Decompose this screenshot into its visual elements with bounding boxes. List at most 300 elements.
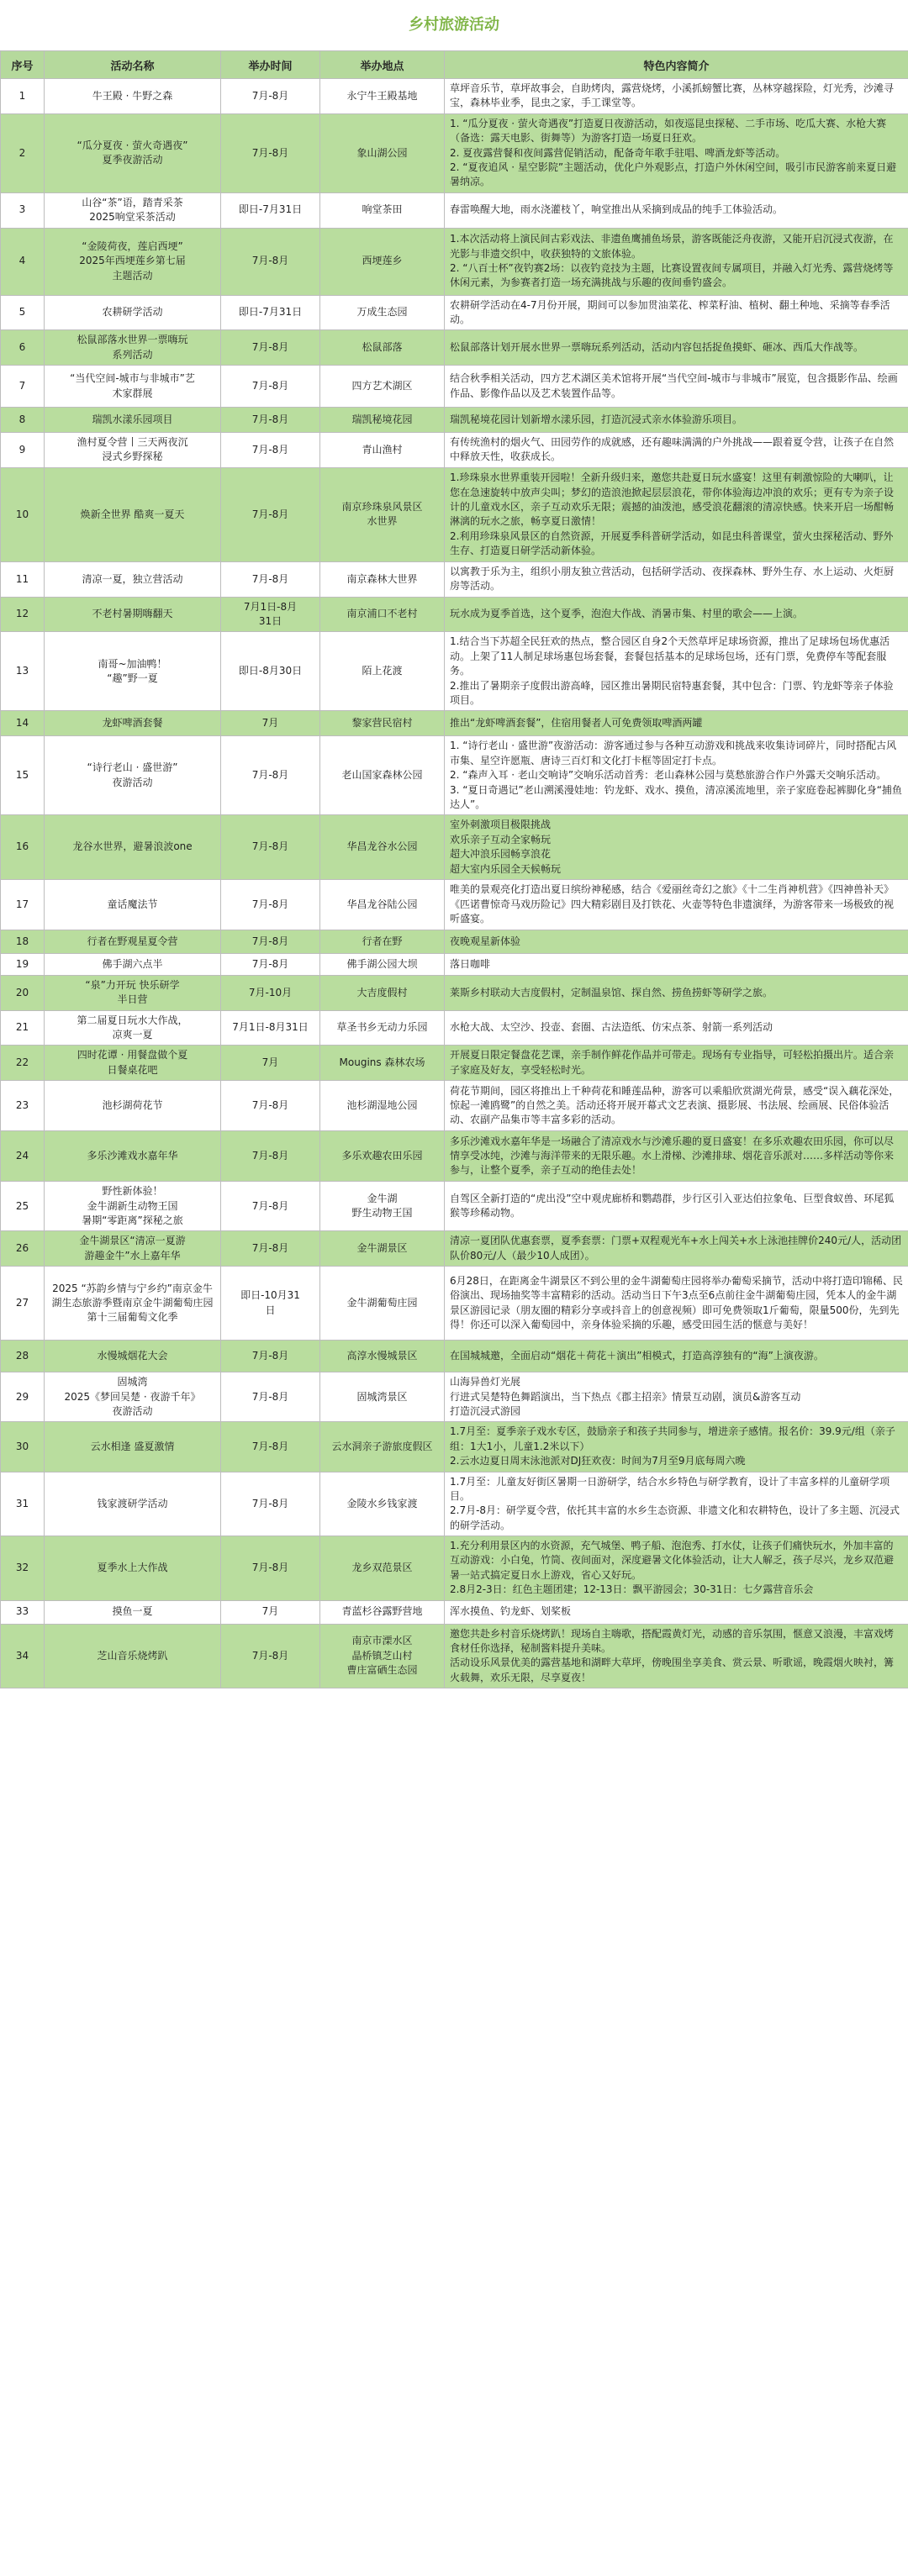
cell-description-line: 清凉一夏团队优惠套票，夏季套票：门票+双程观光车+水上闯关+水上泳池挂牌价240元/人，活动团队价80元/人（最少10人成团）。 <box>450 1235 902 1262</box>
cell-time-line: 7月-8月 <box>251 379 289 392</box>
cell-activity-name-line: 金牛湖景区“清凉一夏游 <box>79 1235 186 1247</box>
cell-place-line: 金牛湖 <box>367 1192 398 1204</box>
table-row <box>1 1536 908 1601</box>
cell-description-line: 室外刺激项目极限挑战 <box>450 819 552 831</box>
table-row <box>1 1341 908 1372</box>
cell-place <box>320 561 445 597</box>
cell-description-line: 自驾区全新打造的“虎出没”空中观虎廊桥和鹦鹉群，步行区引入亚达伯拉象龟、巨型食蚁兽、环尾狐猴等珍稀动物。 <box>450 1192 895 1220</box>
cell-time <box>221 1372 320 1422</box>
cell-description <box>445 632 908 711</box>
cell-time-line: 7月-8月 <box>251 255 289 267</box>
cell-description-line: 2. “森声入耳 · 老山交响诗”交响乐活动首秀：老山森林公园与莫愁旅游合作户外露天交响乐活动。 <box>450 769 887 782</box>
cell-time-line: 7月-8月 <box>251 1562 289 1574</box>
cell-description <box>445 192 908 228</box>
cell-description-line: 1. “瓜分夏夜 · 萤火奇遇夜”打造夏日夜游活动，如夜巡昆虫探秘、二手市场、吃瓜大赛、水枪大赛（备选：露天电影、街舞等）为游客打造一场夏日狂欢。 <box>450 117 887 145</box>
cell-description-line: 水枪大战、太空沙、投壶、套圈、古法造纸、仿宋点茶、射箭一系列活动 <box>450 1021 773 1034</box>
cell-description-line: 农耕研学活动在4-7月份开展，期间可以参加贯油菜花、榨菜籽油、植树、翻土种地、采摘等春季活动。 <box>450 298 890 325</box>
cell-activity-name-line: 金牛湖新生动物王国 <box>87 1199 178 1212</box>
cell-description <box>445 1182 908 1231</box>
cell-description <box>445 433 908 468</box>
cell-place <box>320 1081 445 1131</box>
cell-activity-name <box>45 192 221 228</box>
cell-description-line: 推出“龙虾啤酒套餐”，住宿用餐者人可免费领取啤酒两罐 <box>450 717 703 730</box>
table-row <box>1 1182 908 1231</box>
cell-place-line: 水世界 <box>367 515 398 528</box>
cell-time <box>221 1081 320 1131</box>
cell-no: 15 <box>1 736 45 815</box>
cell-time <box>221 79 320 114</box>
cell-activity-name-line: 浸式乡野探秘 <box>102 450 163 463</box>
cell-no: 30 <box>1 1422 45 1472</box>
cell-activity-name-line: 术家群展 <box>112 387 153 399</box>
cell-description-line: 落日咖啡 <box>450 957 491 970</box>
cell-activity-name <box>45 1010 221 1046</box>
cell-place <box>320 1624 445 1688</box>
cell-time <box>221 295 320 330</box>
table-row <box>1 1624 908 1688</box>
cell-time <box>221 597 320 632</box>
cell-no: 25 <box>1 1182 45 1231</box>
cell-no: 27 <box>1 1267 45 1341</box>
cell-no: 2 <box>1 113 45 192</box>
cell-activity-name-line: 2025 “苏韵乡情与宁乡约”南京金牛湖生态旅游季暨南京金牛湖葡萄庄园第十三届葡萄文化季 <box>51 1282 214 1324</box>
cell-description-line: 2. “八百士杯”夜钓赛2场：以夜钓竞技为主题，比赛设置夜间专属项目，并融入灯光秀、露营烧烤等休闲元素，为参赛者打造一场充满挑战与乐趣的夜间垂钓盛会。 <box>450 262 894 289</box>
cell-place <box>320 1182 445 1231</box>
cell-description-line: 邀您共赴乡村音乐烧烤趴！现场自主嗨歌，搭配霞黄灯光，动感的音乐氛围，惬意又浪漫，丰富戏烤食材任你选择，秘制酱料提升美味。 <box>450 1627 895 1655</box>
table-row <box>1 561 908 597</box>
cell-activity-name-line: 2025年西埂莲乡第七届 <box>79 255 186 267</box>
cell-place-line: 南京珍珠泉风景区 <box>341 500 423 513</box>
cell-description-line: 2. 夏夜露营餐和夜间露营促销活动，配备奇年歌手驻唱、啤酒龙虾等活动。 <box>450 146 786 159</box>
cell-description-line: 1.结合当下苏超全民狂欢的热点，整合园区自身2个天然草坪足球场资源，推出了足球场包场优惠活动。上架了11人制足球场惠包场套餐，套餐包括基本的足球场包场，还有门票，免费停车等配套服务。 <box>450 635 890 677</box>
cell-place <box>320 295 445 330</box>
cell-description-line: 草坪音乐节，草坪故事会，自助烤肉，露营烧烤，小溪抓螃蟹比赛，丛林穿越探险，灯光秀，沙滩寻宝，森林毕业季，昆虫之家，手工课堂等。 <box>450 82 895 109</box>
cell-time-line: 7月-8月 <box>251 1099 289 1112</box>
cell-time-line: 7月-8月 <box>251 957 289 970</box>
cell-place-line: 青蓝杉谷露野营地 <box>341 1605 423 1618</box>
cell-description <box>445 597 908 632</box>
cell-no: 22 <box>1 1046 45 1081</box>
cell-activity-name <box>45 1422 221 1472</box>
table-body <box>1 79 908 1688</box>
cell-activity-name-line: 清凉一夏，独立营活动 <box>82 572 183 585</box>
cell-activity-name-line: 农耕研学活动 <box>102 306 163 319</box>
cell-time <box>221 330 320 366</box>
table-row <box>1 1372 908 1422</box>
table-row <box>1 1422 908 1472</box>
cell-activity-name <box>45 1536 221 1601</box>
cell-description <box>445 879 908 930</box>
cell-activity-name <box>45 1624 221 1688</box>
cell-activity-name-line: “趣”野一夏 <box>107 672 158 684</box>
cell-time <box>221 1422 320 1472</box>
cell-place-line: 高淳水慢城景区 <box>346 1349 418 1362</box>
header-place: 举办地点 <box>320 51 445 79</box>
cell-activity-name <box>45 1600 221 1624</box>
cell-activity-name <box>45 632 221 711</box>
cell-activity-name-line: 半日营 <box>117 993 148 1006</box>
table-row <box>1 408 908 433</box>
cell-no: 21 <box>1 1010 45 1046</box>
cell-description-line: 2. “夏夜追风 · 星空影院”主题活动，优化户外观影点，打造户外休闲空间，吸引市民游客前来夏日避暑纳凉。 <box>450 161 897 188</box>
cell-place <box>320 815 445 880</box>
cell-place <box>320 1372 445 1422</box>
cell-activity-name <box>45 366 221 408</box>
cell-activity-name-line: 摸鱼一夏 <box>112 1605 153 1618</box>
table-row <box>1 79 908 114</box>
cell-place-line: 松鼠部落 <box>362 340 403 353</box>
cell-place <box>320 879 445 930</box>
cell-activity-name-line: “瓜分夏夜 · 萤火奇遇夜” <box>77 139 188 151</box>
cell-description-line: 瑞凯秘境花园计划新增水漾乐园，打造沉浸式亲水体验游乐项目。 <box>450 413 743 425</box>
cell-description <box>445 1341 908 1372</box>
cell-time <box>221 192 320 228</box>
cell-place-line: 野生动物王国 <box>351 1207 413 1220</box>
cell-activity-name <box>45 736 221 815</box>
cell-place-line: 华昌龙谷水公园 <box>346 840 418 853</box>
cell-description <box>445 711 908 736</box>
cell-activity-name <box>45 711 221 736</box>
cell-place-line: 云水洞亲子游旅度假区 <box>331 1440 433 1452</box>
cell-description-line: 2.7月-8月：研学夏令营，依托其丰富的水乡生态资源、非遗文化和农耕特色，设计了多主题、沉浸式的研学活动。 <box>450 1504 900 1531</box>
cell-description-line: 莱斯乡村联动大吉度假村，定制温泉馆、探自然、捞鱼捞虾等研学之旅。 <box>450 986 773 998</box>
cell-activity-name-line: 龙虾啤酒套餐 <box>102 717 163 730</box>
cell-place <box>320 408 445 433</box>
cell-activity-name <box>45 295 221 330</box>
cell-activity-name-line: 瑞凯水漾乐园项目 <box>92 413 173 425</box>
cell-time <box>221 561 320 597</box>
table-row <box>1 879 908 930</box>
cell-description <box>445 113 908 192</box>
cell-place <box>320 433 445 468</box>
cell-time <box>221 366 320 408</box>
cell-activity-name-line: 水慢城烟花大会 <box>97 1349 168 1362</box>
cell-place <box>320 1231 445 1267</box>
cell-description-line: 松鼠部落计划开展水世界一票嗨玩系列活动，活动内容包括捉鱼摸虾、砸冰、西瓜大作战等。 <box>450 340 864 353</box>
header-name: 活动名称 <box>45 51 221 79</box>
cell-activity-name-line: 夜游活动 <box>112 776 153 788</box>
cell-description-line: 夜晚观星新体验 <box>450 935 521 947</box>
cell-place-line: Mougins 森林农场 <box>339 1056 425 1069</box>
cell-place-line: 南京浦口不老村 <box>346 608 418 620</box>
cell-place <box>320 1010 445 1046</box>
cell-time <box>221 408 320 433</box>
header-desc: 特色内容简介 <box>445 51 908 79</box>
cell-place <box>320 366 445 408</box>
cell-activity-name-line: 佛手湖六点半 <box>102 957 163 970</box>
cell-place-line: 草圣书乡无动力乐园 <box>336 1021 428 1034</box>
cell-description <box>445 1600 908 1624</box>
cell-no: 19 <box>1 953 45 975</box>
cell-description-line: 山海异兽灯光展 <box>450 1376 521 1388</box>
table-row <box>1 930 908 953</box>
cell-description-line: 1. “诗行老山 · 盛世游”夜游活动：游客通过参与各种互动游戏和挑战来收集诗词碎片，同时搭配古风市集、星空许愿瓶、唐诗三百灯和文化打卡框等固定打卡点。 <box>450 740 897 766</box>
cell-time-line: 7月-10月 <box>248 986 293 998</box>
cell-description-line: 玩水成为夏季首选，这个夏季，泡泡大作战、消暑市集、村里的歌会——上演。 <box>450 608 804 620</box>
table-row <box>1 597 908 632</box>
cell-time-line: 31日 <box>258 615 282 628</box>
cell-description-line: 在国城城邀，全面启动“烟花＋荷花＋演出”相模式，打造高淳独有的“海”上演夜游。 <box>450 1349 824 1362</box>
cell-activity-name-line: “金陵荷夜，莲启西埂” <box>82 240 183 252</box>
cell-time-line: 7月-8月 <box>251 443 289 456</box>
cell-description <box>445 975 908 1010</box>
cell-place <box>320 953 445 975</box>
cell-description-line: 2.8月2-3日：红色主题团建；12-13日：飘平游园会；30-31日：七夕露营音乐会 <box>450 1583 814 1596</box>
cell-activity-name-line: 暑期“零距离”探秘之旅 <box>82 1214 183 1227</box>
cell-time-line: 7月-8月 <box>251 1497 289 1509</box>
cell-place-line: 老山国家森林公园 <box>341 769 423 782</box>
cell-place-line: 多乐欢趣农田乐园 <box>341 1150 423 1162</box>
cell-time-line: 7月 <box>261 1605 279 1618</box>
cell-activity-name <box>45 815 221 880</box>
cell-place-line: 佛手湖公园大坝 <box>346 957 418 970</box>
cell-place <box>320 467 445 561</box>
cell-description-line: 2.推出了暑期亲子度假出游高峰，园区推出暑期民宿特惠套餐，其中包含：门票、钓龙虾等亲子体验项目。 <box>450 679 894 706</box>
cell-time-line: 即日-7月31日 <box>238 203 303 216</box>
cell-activity-name <box>45 1341 221 1372</box>
cell-activity-name <box>45 1472 221 1536</box>
cell-activity-name <box>45 1231 221 1267</box>
header-no: 序号 <box>1 51 45 79</box>
cell-description <box>445 330 908 366</box>
table-row <box>1 711 908 736</box>
cell-description-line: 1.7月至：夏季亲子戏水专区，鼓励亲子和孩子共同参与，增进亲子感情。报名价：39.9元/组（亲子组：1大1小，儿童1.2米以下） <box>450 1425 895 1452</box>
cell-activity-name-line: 夏季夜游活动 <box>102 154 163 166</box>
cell-time <box>221 930 320 953</box>
cell-activity-name-line: 山谷“茶”语，踏青采茶 <box>82 196 183 208</box>
cell-place-line: 黎家营民宿村 <box>351 717 413 730</box>
cell-description <box>445 467 908 561</box>
cell-time <box>221 711 320 736</box>
cell-description <box>445 1231 908 1267</box>
cell-place <box>320 975 445 1010</box>
cell-no: 18 <box>1 930 45 953</box>
cell-description <box>445 79 908 114</box>
cell-no: 34 <box>1 1624 45 1688</box>
cell-description-line: 活动设乐风景优美的露营基地和湖畔大草坪，傍晚围坐享美食、赏云景、听歌谣，晚霞烟火映衬，篝火载舞，欢乐无限，尽享夏夜！ <box>450 1657 895 1683</box>
cell-place-line: 池杉湖湿地公园 <box>346 1099 418 1112</box>
cell-place-line: 四方艺术湖区 <box>351 379 413 392</box>
cell-time <box>221 1472 320 1536</box>
cell-time-line: 7月-8月 <box>251 413 289 425</box>
cell-activity-name-line: “诗行老山 · 盛世游” <box>87 761 178 774</box>
table-row <box>1 1472 908 1536</box>
cell-place <box>320 711 445 736</box>
cell-time-line: 7月-8月 <box>251 1649 289 1662</box>
cell-description-line: 3. “夏日奇遇记”老山溯溪漫娃地：钓龙虾、戏水、摸鱼，清凉溪流地里，亲子家庭卷起裤脚化身“捕鱼达人”。 <box>450 783 902 810</box>
cell-time-line: 7月1日-8月31日 <box>232 1021 309 1034</box>
cell-time-line: 7月1日-8月 <box>243 600 298 613</box>
cell-time <box>221 1010 320 1046</box>
cell-activity-name-line: 固城湾 <box>117 1376 148 1388</box>
cell-description-line: 欢乐亲子互动全家畅玩 <box>450 833 552 845</box>
cell-time-line: 即日-7月31日 <box>238 306 303 319</box>
table-row <box>1 1010 908 1046</box>
cell-no: 23 <box>1 1081 45 1131</box>
cell-time-line: 7月-8月 <box>251 898 289 910</box>
cell-place-line: 晶桥镇芝山村 <box>351 1649 413 1662</box>
table-row <box>1 1046 908 1081</box>
cell-no: 13 <box>1 632 45 711</box>
cell-time <box>221 815 320 880</box>
cell-place-line: 金牛湖葡萄庄园 <box>346 1296 418 1309</box>
cell-activity-name <box>45 79 221 114</box>
cell-time <box>221 1231 320 1267</box>
cell-time <box>221 1624 320 1688</box>
cell-activity-name-line: 凉爽一夏 <box>112 1029 153 1041</box>
cell-description <box>445 1624 908 1688</box>
table-row <box>1 295 908 330</box>
cell-place-line: 龙乡双范景区 <box>351 1562 413 1574</box>
cell-place <box>320 597 445 632</box>
table-row <box>1 975 908 1010</box>
cell-time <box>221 953 320 975</box>
cell-time <box>221 1536 320 1601</box>
cell-time-line: 7月-8月 <box>251 1150 289 1162</box>
cell-description-line: 2.利用珍珠泉风景区的自然资源，开展夏季科普研学活动，如昆虫科普课堂，萤火虫探秘活动、野外生存、打造夏日研学活动新体验。 <box>450 529 894 557</box>
cell-description <box>445 295 908 330</box>
cell-time <box>221 467 320 561</box>
cell-activity-name-line: 渔村夏令营丨三天两夜沉 <box>77 436 188 449</box>
table-row <box>1 1131 908 1182</box>
table-row <box>1 736 908 815</box>
cell-no: 17 <box>1 879 45 930</box>
activity-table <box>0 50 908 1688</box>
cell-activity-name <box>45 561 221 597</box>
cell-description <box>445 815 908 880</box>
cell-activity-name-line: 龙谷水世界，避暑浪波one <box>72 840 193 853</box>
cell-no: 28 <box>1 1341 45 1372</box>
cell-place-line: 象山湖公园 <box>356 146 408 159</box>
cell-activity-name-line: 牛王殿 · 牛野之森 <box>92 89 173 102</box>
cell-activity-name <box>45 930 221 953</box>
cell-place-line: 陌上花渡 <box>362 665 403 677</box>
table-row <box>1 366 908 408</box>
cell-description <box>445 1046 908 1081</box>
cell-activity-name-line: 不老村暑期嗨翻天 <box>92 608 173 620</box>
cell-activity-name-line: 夏季水上大作战 <box>97 1562 168 1574</box>
cell-activity-name-line: 游趣金牛”水上嘉年华 <box>84 1249 181 1262</box>
cell-description <box>445 1131 908 1182</box>
cell-no: 26 <box>1 1231 45 1267</box>
cell-time-line: 7月-8月 <box>251 572 289 585</box>
cell-activity-name <box>45 433 221 468</box>
table-row <box>1 1231 908 1267</box>
cell-time <box>221 1341 320 1372</box>
cell-description-line: 1.7月至：儿童友好街区暑期一日游研学，结合水乡特色与研学教育，设计了丰富多样的儿童研学项目。 <box>450 1475 890 1502</box>
cell-activity-name <box>45 975 221 1010</box>
cell-description-line: 超大冲浪乐园畅享浪花 <box>450 848 552 861</box>
cell-time <box>221 1046 320 1081</box>
header-time: 举办时间 <box>221 51 320 79</box>
cell-activity-name-line: 云水相逢 盛夏激情 <box>90 1440 175 1452</box>
cell-no: 20 <box>1 975 45 1010</box>
cell-description-line: 打造沉浸式游园 <box>450 1404 521 1417</box>
cell-description-line: 1.充分利用景区内的水资源，充气城堡、鸭子船、泡泡秀、打水仗，让孩子们痛快玩水，外加丰富的互动游戏：小白兔，竹筒、夜间面对，深度避暑文化体验活动，让大人解乏，孩子尽兴，龙乡双范避暑一站式搞定夏日水上游戏，省心又好玩。 <box>450 1540 895 1581</box>
cell-no: 3 <box>1 192 45 228</box>
cell-activity-name-line: 野性新体验！ <box>102 1185 163 1198</box>
cell-activity-name-line: 南哥~加油鸭！ <box>98 657 167 670</box>
cell-time-line: 7月-8月 <box>251 935 289 947</box>
cell-time-line: 7月-8月 <box>251 340 289 353</box>
cell-activity-name <box>45 113 221 192</box>
cell-time-line: 7月-8月 <box>251 1349 289 1362</box>
cell-no: 9 <box>1 433 45 468</box>
cell-description <box>445 953 908 975</box>
cell-activity-name-line: “当代空间-城市与非城市”艺 <box>70 372 195 385</box>
cell-description <box>445 561 908 597</box>
cell-activity-name-line: 松鼠部落水世界一票嗨玩 <box>77 334 188 346</box>
cell-no: 1 <box>1 79 45 114</box>
cell-time <box>221 1267 320 1341</box>
cell-activity-name-line: 主题活动 <box>112 269 153 282</box>
cell-no: 4 <box>1 228 45 295</box>
cell-activity-name-line: “泉”力开玩 快乐研学 <box>85 978 180 991</box>
cell-time-line: 7月-8月 <box>251 89 289 102</box>
cell-no: 16 <box>1 815 45 880</box>
cell-activity-name-line: 焕新全世界 酷爽一夏天 <box>80 508 185 520</box>
cell-place <box>320 1131 445 1182</box>
cell-time <box>221 632 320 711</box>
cell-place <box>320 930 445 953</box>
cell-description <box>445 1422 908 1472</box>
cell-place <box>320 1422 445 1472</box>
cell-time <box>221 736 320 815</box>
cell-place-line: 永宁牛王殿基地 <box>346 89 418 102</box>
cell-description <box>445 408 908 433</box>
cell-time-line: 7月 <box>261 1056 279 1069</box>
cell-time-line: 7月-8月 <box>251 769 289 782</box>
cell-description-line: 有传统渔村的烟火气、田园劳作的成就感，还有趣味满满的户外挑战——跟着夏令营，让孩子在自然中释放天性，收获成长。 <box>450 436 895 463</box>
cell-time-line: 7月-8月 <box>251 840 289 853</box>
cell-place-line: 曹庄富硒生态园 <box>346 1664 418 1677</box>
cell-description <box>445 1010 908 1046</box>
cell-activity-name <box>45 467 221 561</box>
cell-time-line: 7月-8月 <box>251 1242 289 1255</box>
cell-description <box>445 1372 908 1422</box>
cell-time-line: 7月-8月 <box>251 146 289 159</box>
cell-description <box>445 930 908 953</box>
cell-description <box>445 1267 908 1341</box>
cell-time <box>221 1131 320 1182</box>
table-row <box>1 228 908 295</box>
cell-place-line: 万成生态园 <box>356 306 408 319</box>
cell-description-line: 开展夏日限定餐盘花艺课，亲手制作鲜花作品并可带走。现场有专业指导，可轻松拍摄出片。适合亲子家庭及好友，享受轻松时光。 <box>450 1049 895 1076</box>
cell-place-line: 金陵水乡钱家渡 <box>346 1497 418 1509</box>
table-row <box>1 113 908 192</box>
cell-no: 7 <box>1 366 45 408</box>
table-header-row <box>1 51 908 79</box>
cell-activity-name <box>45 879 221 930</box>
cell-no: 8 <box>1 408 45 433</box>
cell-time <box>221 228 320 295</box>
cell-place-line: 响堂茶田 <box>362 203 403 216</box>
cell-no: 32 <box>1 1536 45 1601</box>
table-row <box>1 1081 908 1131</box>
cell-description-line: 浑水摸鱼、钓龙虾、划桨板 <box>450 1605 572 1618</box>
cell-activity-name-line: 系列活动 <box>112 348 153 361</box>
table-row <box>1 467 908 561</box>
cell-time-line: 7月-8月 <box>251 1440 289 1452</box>
cell-time <box>221 975 320 1010</box>
cell-description <box>445 1081 908 1131</box>
cell-place <box>320 1472 445 1536</box>
cell-activity-name <box>45 1372 221 1422</box>
cell-place <box>320 330 445 366</box>
cell-place <box>320 736 445 815</box>
cell-activity-name-line: 行者在野观星夏令营 <box>87 935 178 947</box>
cell-description-line: 2.云水边夏日周末泳池派对DJ狂欢夜：时间为7月至9月底每周六晚 <box>450 1455 746 1467</box>
